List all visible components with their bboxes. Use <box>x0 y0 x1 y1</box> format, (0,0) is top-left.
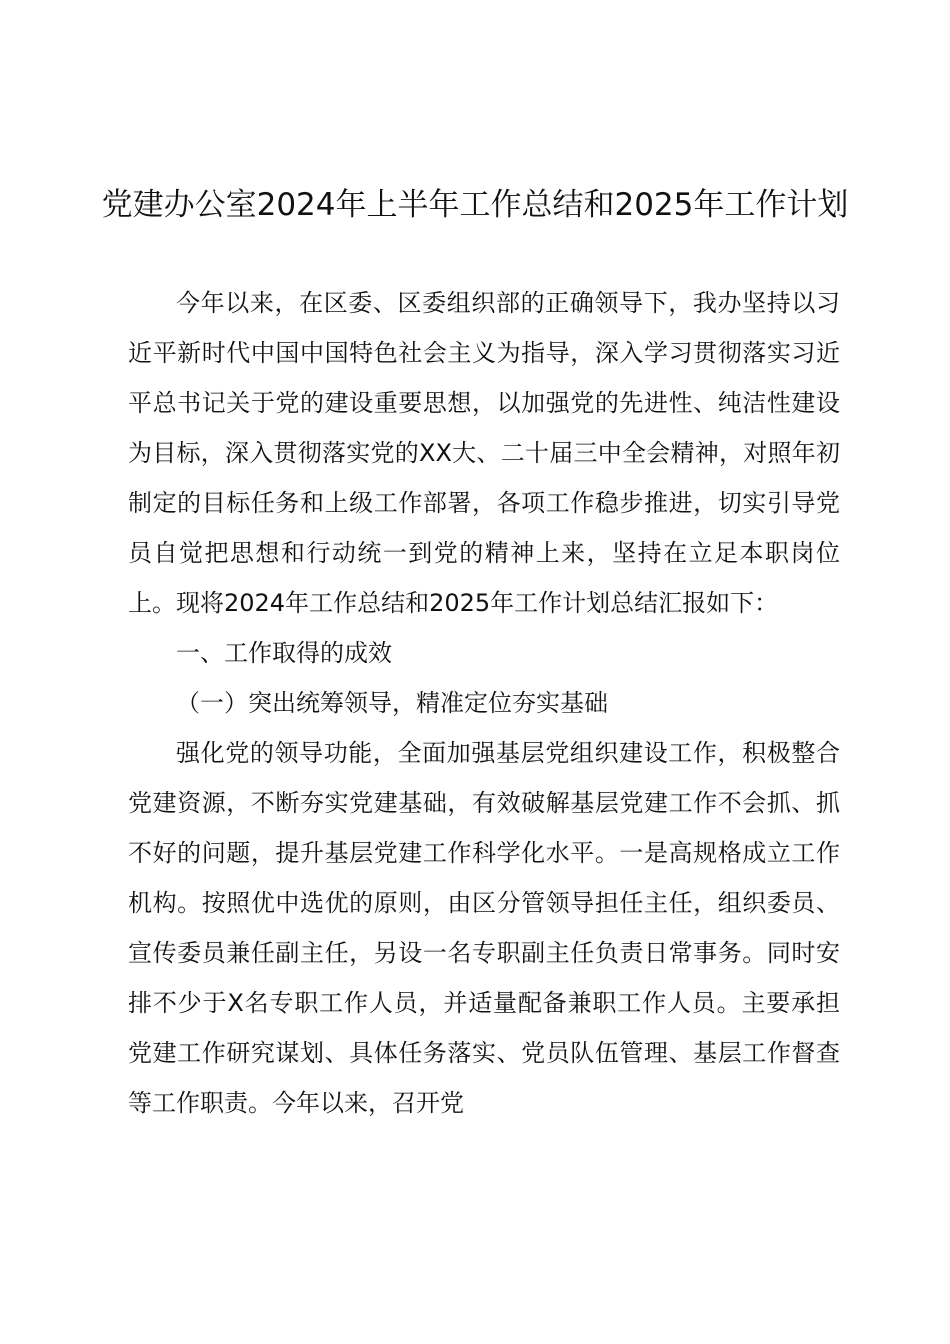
body-paragraph: 强化党的领导功能，全面加强基层党组织建设工作，积极整合党建资源，不断夯实党建基础，有效破解基层党建工作不会抓、抓不好的问题，提升基层党建工作科学化水平。一是高规格成立工作机构。按照优中选优的原则，由区分管领导担任主任，组织委员、宣传委员兼任副主任，另设一名专职副主任负责日常事务。同时安排不少于X名专职工作人员，并适量配备兼职工作人员。主要承担党建工作研究谋划、具体任务落实、党员队伍管理、基层工作督查等工作职责。今年以来，召开党 <box>128 739 840 1117</box>
document-title: 党建办公室2024年上半年工作总结和2025年工作计划 <box>101 187 849 223</box>
subsection-heading: （一）突出统筹领导，精准定位夯实基础 <box>176 689 608 717</box>
section-heading: 一、工作取得的成效 <box>176 639 392 667</box>
document-body <box>128 278 840 1128</box>
intro-paragraph: 今年以来，在区委、区委组织部的正确领导下，我办坚持以习近平新时代中国中国特色社会主义为指导，深入学习贯彻落实习近平总书记关于党的建设重要思想，以加强党的先进性、纯洁性建设为目标，深入贯彻落实党的XX大、二十届三中全会精神，对照年初制定的目标任务和上级工作部署，各项工作稳步推进，切实引导党员自觉把思想和行动统一到党的精神上来，坚持在立足本职岗位上。现将2024年工作总结和2025年工作计划总结汇报如下： <box>128 289 840 617</box>
